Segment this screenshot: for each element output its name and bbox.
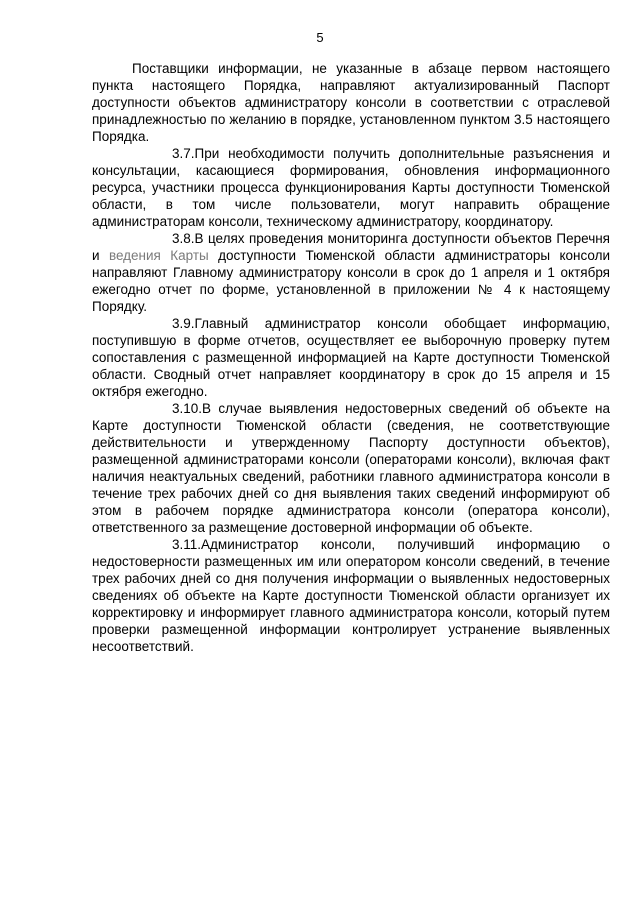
- paragraph-number: 3.8.: [172, 231, 195, 246]
- paragraph-3-11: [92, 536, 610, 655]
- paragraph-3-7: [92, 145, 610, 230]
- paragraph-text: Поставщики информации, не указанные в абзаце первом настоящего пункта настоящего Порядка, направляют актуализированный Паспорт доступности объектов администратору консоли в соответствии с отраслевой принадлежностью по желанию в порядке, установленном пунктом 3.5 настоящего Порядка.: [92, 61, 610, 144]
- paragraph-text: В случае выявления недостоверных сведений об объекте на Карте доступности Тюменской области (сведения, не соответствующие действительности и утвержденному Паспорту доступности объектов), размещенной администраторами консоли (операторами консоли), включая факт наличия неактуальных сведений, работники главного администратора консоли в течение трех рабочих дней со дня выявления таких сведений информируют об этом в рабочем порядке администратора консоли (оператора консоли), ответственного за размещение достоверной информации об объекте.: [92, 401, 610, 535]
- page-number: 5: [316, 30, 324, 45]
- paragraph-3-9: [92, 315, 610, 400]
- paragraph-text-after: доступности Тюменской области администраторы консоли направляют Главному администратору консоли в срок до 1 апреля и 1 октября ежегодно отчет по форме, установленной в приложении № 4 к настоящему Порядку.: [92, 248, 610, 314]
- document-body: [92, 60, 610, 655]
- paragraph-text: Главный администратор консоли обобщает информацию, поступившую в форме отчетов, осуществляет ее выборочную проверку путем сопоставления с размещенной информацией на Карте доступности Тюменской области. Сводный отчет направляет координатору в срок до 15 апреля и 15 октября ежегодно.: [92, 316, 610, 399]
- paragraph-number: 3.11.: [172, 537, 202, 552]
- paragraph-number: 3.9.: [172, 316, 195, 331]
- paragraph-text: Администратор консоли, получивший информацию о недостоверности размещенных им или оператором консоли сведений, в течение трех рабочих дней со дня получения информации о выявленных недостоверных сведениях об объекте на Карте доступности Тюменской области организует их корректировку и информирует главного администратора консоли, который путем проверки размещенной информации контролирует устранение выявленных несоответствий.: [92, 537, 610, 654]
- paragraph-3-10: [92, 400, 610, 536]
- paragraph-3-8: [92, 230, 610, 315]
- paragraph-text-gray: ведения Карты: [108, 248, 209, 263]
- paragraph-number: 3.7.: [172, 146, 195, 161]
- paragraph-number: 3.10.: [172, 401, 203, 416]
- paragraph-suppliers: [92, 60, 610, 145]
- paragraph-text: При необходимости получить дополнительные разъяснения и консультации, касающиеся формирования, обновления информационного ресурса, участники процесса функционирования Карты доступности Тюменской области, в том числе пользователи, могут направить обращение администраторам консоли, техническому администратору, координатору.: [92, 146, 610, 229]
- paragraph-text-before: В целях проведения мониторинга доступности объектов Перечня и: [92, 231, 610, 263]
